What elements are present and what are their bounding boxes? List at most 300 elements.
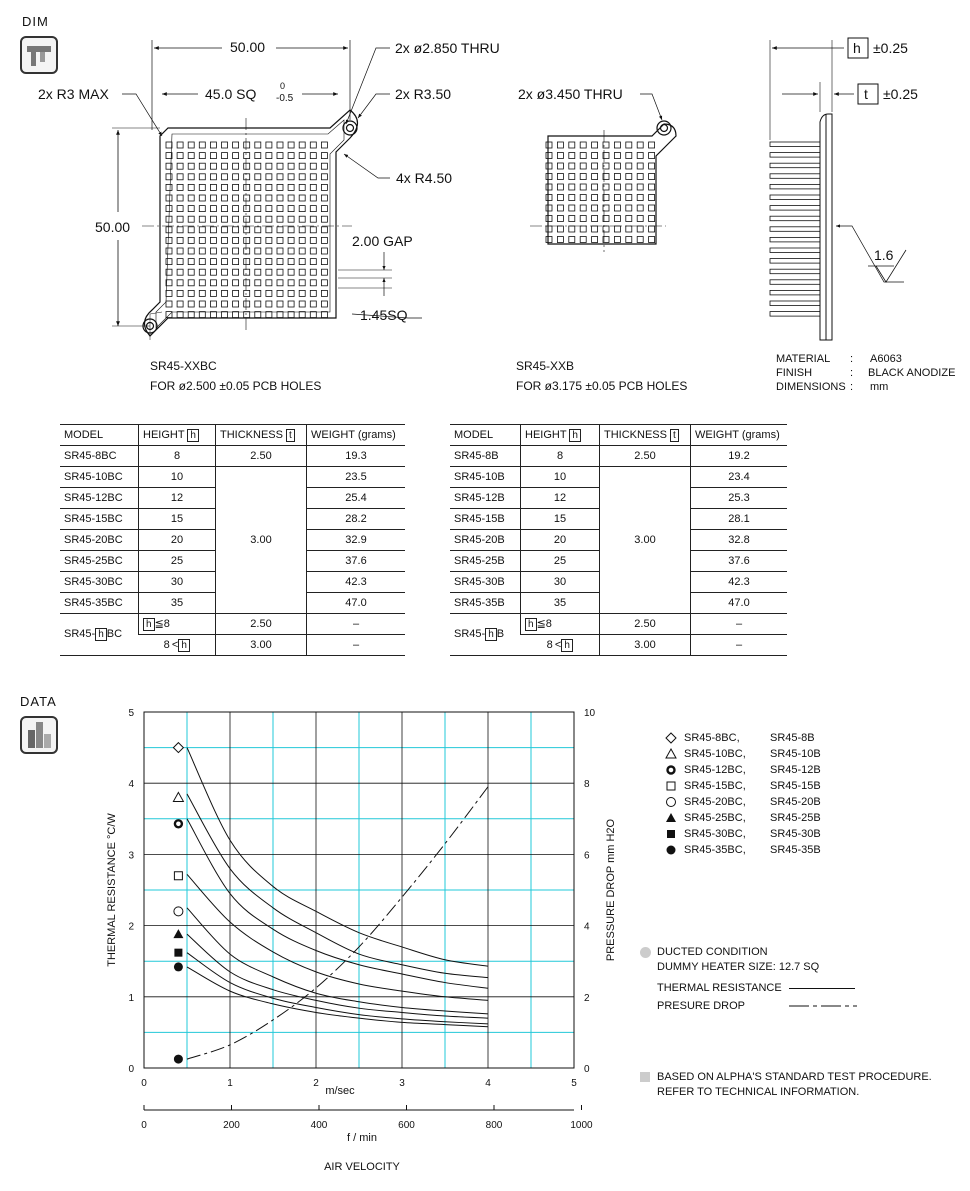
table-row: SR45-10B 10 3.00 23.4 xyxy=(450,467,787,488)
pin xyxy=(188,312,194,318)
dim-gap: 2.00 GAP xyxy=(352,233,413,249)
fin xyxy=(770,195,820,200)
table-row: SR45-12B 12 25.3 xyxy=(450,488,787,509)
y-right-tick-label: 10 xyxy=(584,708,596,719)
pin xyxy=(166,174,172,180)
bullet-circle-icon xyxy=(640,947,651,958)
pin xyxy=(277,259,283,265)
legend-label-bc: SR45-20BC, xyxy=(684,796,746,808)
pin xyxy=(255,280,261,286)
pin xyxy=(266,237,272,243)
pin xyxy=(255,259,261,265)
spec-table-b xyxy=(450,424,787,656)
legend-label-bc: SR45-25BC, xyxy=(684,812,746,824)
pin xyxy=(321,153,327,159)
side-view xyxy=(820,114,832,340)
pin xyxy=(592,205,598,211)
pin xyxy=(592,216,598,222)
pin xyxy=(546,184,552,190)
legend-label-b: SR45-25B xyxy=(770,812,821,824)
pin xyxy=(310,259,316,265)
pin xyxy=(166,248,172,254)
table-row: SR45-20BC 20 32.9 xyxy=(60,530,405,551)
pin xyxy=(321,280,327,286)
dim-base-45: 45.0 SQ xyxy=(205,86,257,102)
pin xyxy=(199,216,205,222)
pin xyxy=(569,195,575,201)
pin xyxy=(580,205,586,211)
pin xyxy=(210,290,216,296)
pin xyxy=(299,142,305,148)
legend-symbol xyxy=(666,813,676,822)
t-tolerance: ±0.25 xyxy=(883,86,918,102)
pin xyxy=(244,312,250,318)
pin xyxy=(321,312,327,318)
pin xyxy=(188,301,194,307)
pin xyxy=(233,216,239,222)
pin xyxy=(255,237,261,243)
y-left-tick-label: 3 xyxy=(128,850,134,862)
pin xyxy=(321,290,327,296)
table-row: SR45-25BC 25 37.6 xyxy=(60,551,405,572)
pin xyxy=(580,163,586,169)
pin xyxy=(210,174,216,180)
table-row-custom: SR45- h BC h ≦8 2.50 – xyxy=(60,614,405,635)
pin xyxy=(626,142,632,148)
pin xyxy=(266,290,272,296)
pin xyxy=(177,237,183,243)
pin xyxy=(244,216,250,222)
pressure-legend-label: PRESURE DROP xyxy=(657,1000,746,1012)
pin xyxy=(288,269,294,275)
pin xyxy=(177,142,183,148)
legend-label-b: SR45-10B xyxy=(770,748,821,760)
pin xyxy=(299,301,305,307)
pin xyxy=(244,269,250,275)
pin xyxy=(244,153,250,159)
y-left-axis-label: THERMAL RESISTANCE °C/W xyxy=(106,813,118,967)
pin xyxy=(177,206,183,212)
pin xyxy=(321,269,327,275)
pin xyxy=(569,163,575,169)
legend-label-b: SR45-35B xyxy=(770,844,821,856)
pin xyxy=(299,290,305,296)
dimensions-sep: : xyxy=(850,381,854,393)
heater-size: DUMMY HEATER SIZE: 12.7 SQ xyxy=(657,961,820,973)
pin xyxy=(580,142,586,148)
material-sep: : xyxy=(850,353,854,365)
material-label: MATERIAL xyxy=(776,353,831,365)
pin xyxy=(188,206,194,212)
pin xyxy=(277,174,283,180)
pin xyxy=(614,226,620,232)
finish-value: BLACK ANODIZE xyxy=(868,367,956,379)
pin xyxy=(649,142,655,148)
triangle-filled-icon xyxy=(664,811,680,825)
pin xyxy=(255,227,261,233)
x-tick-label: 0 xyxy=(141,1078,147,1089)
pin xyxy=(166,184,172,190)
pin xyxy=(210,216,216,222)
x2-tick-label: 200 xyxy=(223,1120,240,1131)
pin xyxy=(288,195,294,201)
pin xyxy=(546,237,552,243)
pin xyxy=(637,226,643,232)
solid-line-sample xyxy=(789,988,855,989)
pin xyxy=(592,184,598,190)
pin xyxy=(580,226,586,232)
pin xyxy=(637,163,643,169)
pin xyxy=(244,195,250,201)
pin xyxy=(266,301,272,307)
pin xyxy=(580,216,586,222)
pin xyxy=(546,205,552,211)
pin xyxy=(649,174,655,180)
legend-symbol xyxy=(666,733,676,743)
pin xyxy=(188,290,194,296)
series-marker-5 xyxy=(174,907,183,916)
pin xyxy=(233,301,239,307)
h-tolerance: ±0.25 xyxy=(873,40,908,56)
pin xyxy=(637,205,643,211)
caption-mid-holes: FOR ø3.175 ±0.05 PCB HOLES xyxy=(516,379,688,393)
pin xyxy=(321,195,327,201)
pin xyxy=(277,195,283,201)
pin xyxy=(626,205,632,211)
ducted-condition: DUCTED CONDITION xyxy=(657,946,768,958)
pin xyxy=(188,142,194,148)
pin xyxy=(210,301,216,307)
pin xyxy=(177,259,183,265)
pin xyxy=(288,280,294,286)
pin xyxy=(321,184,327,190)
pin xyxy=(210,142,216,148)
pin xyxy=(277,280,283,286)
y-left-tick-label: 4 xyxy=(128,779,134,791)
pin xyxy=(321,216,327,222)
series-marker-8 xyxy=(174,962,183,971)
pin xyxy=(255,269,261,275)
legend-label-bc: SR45-35BC, xyxy=(684,844,746,856)
pin xyxy=(592,174,598,180)
legend-symbol xyxy=(668,767,675,774)
table-row: SR45-35BC 35 47.0 xyxy=(60,593,405,614)
pin xyxy=(288,312,294,318)
pin xyxy=(255,142,261,148)
pin xyxy=(592,163,598,169)
pin xyxy=(580,184,586,190)
pin xyxy=(288,184,294,190)
pin xyxy=(299,174,305,180)
pin xyxy=(177,290,183,296)
pin xyxy=(277,312,283,318)
pin xyxy=(199,259,205,265)
pin xyxy=(188,248,194,254)
thermal-curve-7 xyxy=(187,953,488,1024)
table-row: SR45-20B 20 32.8 xyxy=(450,530,787,551)
pin xyxy=(299,153,305,159)
legend-item xyxy=(664,794,821,810)
fin xyxy=(770,153,820,158)
pin xyxy=(569,237,575,243)
pin xyxy=(546,163,552,169)
pin xyxy=(210,259,216,265)
side-fins xyxy=(770,142,820,316)
pin xyxy=(199,227,205,233)
pin xyxy=(614,205,620,211)
pin xyxy=(210,163,216,169)
pin xyxy=(222,163,228,169)
pin xyxy=(569,184,575,190)
pin xyxy=(321,163,327,169)
pin xyxy=(222,237,228,243)
dimensions-value: mm xyxy=(870,381,889,393)
pin xyxy=(299,195,305,201)
pin xyxy=(188,216,194,222)
pin xyxy=(266,227,272,233)
pin xyxy=(557,153,563,159)
pin xyxy=(299,163,305,169)
pin xyxy=(244,301,250,307)
pin xyxy=(626,174,632,180)
dashed-line-sample xyxy=(789,1004,857,1008)
thermal-curves xyxy=(187,748,488,1060)
finish-label: FINISH xyxy=(776,367,813,379)
fin xyxy=(770,312,820,317)
pin xyxy=(310,206,316,212)
pin xyxy=(222,248,228,254)
caption-left-holes: FOR ø2.500 ±0.05 PCB HOLES xyxy=(150,379,322,393)
pin xyxy=(614,153,620,159)
pin xyxy=(266,174,272,180)
pin xyxy=(626,184,632,190)
pin xyxy=(310,269,316,275)
pin xyxy=(244,280,250,286)
pin xyxy=(166,259,172,265)
pin xyxy=(277,301,283,307)
pin xyxy=(557,216,563,222)
pin xyxy=(266,163,272,169)
dim-height-50: 50.00 xyxy=(95,219,131,235)
pin xyxy=(244,290,250,296)
pin xyxy=(321,248,327,254)
pin xyxy=(233,163,239,169)
pin xyxy=(210,184,216,190)
pin xyxy=(255,184,261,190)
pin xyxy=(592,226,598,232)
dim-section-title: DIM xyxy=(22,14,49,29)
pin xyxy=(321,227,327,233)
top-view-bc xyxy=(143,110,358,336)
pin xyxy=(637,237,643,243)
thermal-curve-6 xyxy=(187,934,488,1018)
pin xyxy=(310,227,316,233)
pin xyxy=(210,195,216,201)
legend-symbol xyxy=(667,798,676,807)
fin xyxy=(770,269,820,274)
pressure-marker xyxy=(174,1055,183,1064)
x2-tick-label: 600 xyxy=(398,1120,415,1131)
pin xyxy=(177,153,183,159)
pin xyxy=(222,259,228,265)
pin xyxy=(310,174,316,180)
pin xyxy=(557,184,563,190)
pin xyxy=(199,312,205,318)
thermal-curve-1 xyxy=(187,748,488,967)
pin xyxy=(277,142,283,148)
pin xyxy=(288,301,294,307)
pin xyxy=(310,195,316,201)
pin xyxy=(166,290,172,296)
pin xyxy=(321,237,327,243)
pin xyxy=(199,142,205,148)
pin xyxy=(188,153,194,159)
pin xyxy=(199,184,205,190)
legend-item xyxy=(664,826,821,842)
thermal-curve-2 xyxy=(187,794,488,978)
note-standard-procedure: BASED ON ALPHA'S STANDARD TEST PROCEDURE. xyxy=(657,1071,932,1083)
pin xyxy=(222,142,228,148)
dim-r3max: 2x R3 MAX xyxy=(38,86,109,102)
pin xyxy=(199,280,205,286)
fin xyxy=(770,259,820,264)
fin xyxy=(770,206,820,211)
pin xyxy=(649,153,655,159)
pin xyxy=(210,280,216,286)
pin xyxy=(166,301,172,307)
pin xyxy=(233,227,239,233)
pin xyxy=(244,227,250,233)
pin xyxy=(188,227,194,233)
finish-sep: : xyxy=(850,367,854,379)
pin xyxy=(614,195,620,201)
legend-symbol xyxy=(667,782,675,790)
series-marker-2 xyxy=(173,792,183,801)
pin xyxy=(288,248,294,254)
pin xyxy=(310,163,316,169)
pin xyxy=(546,216,552,222)
pin xyxy=(177,301,183,307)
fin xyxy=(770,290,820,295)
performance-chart xyxy=(0,690,640,1190)
table-header-row: MODEL HEIGHT h THICKNESS t WEIGHT (grams) xyxy=(450,425,787,446)
fin xyxy=(770,280,820,285)
pin xyxy=(177,184,183,190)
y-right-tick-label: 6 xyxy=(584,850,590,862)
pin xyxy=(266,195,272,201)
legend-item xyxy=(664,810,821,826)
pin xyxy=(233,206,239,212)
pin xyxy=(166,227,172,233)
legend-label-bc: SR45-12BC, xyxy=(684,764,746,776)
pin xyxy=(299,184,305,190)
pin xyxy=(310,216,316,222)
dim-r450: 4x R4.50 xyxy=(396,170,453,186)
pin xyxy=(177,163,183,169)
pin xyxy=(199,195,205,201)
pin xyxy=(255,312,261,318)
pin xyxy=(244,259,250,265)
pin xyxy=(637,216,643,222)
test-notes xyxy=(640,1068,960,1104)
pin xyxy=(222,184,228,190)
pin xyxy=(614,174,620,180)
pin xyxy=(649,195,655,201)
pin xyxy=(188,259,194,265)
pin xyxy=(188,280,194,286)
pin xyxy=(546,153,552,159)
pin xyxy=(199,174,205,180)
t-symbol: t xyxy=(864,86,868,102)
bullet-square-icon xyxy=(640,1072,650,1082)
pin xyxy=(199,237,205,243)
pin xyxy=(288,227,294,233)
pin xyxy=(649,184,655,190)
pin xyxy=(233,280,239,286)
h-symbol: h xyxy=(853,40,861,56)
pin xyxy=(649,163,655,169)
series-marker-1 xyxy=(173,743,183,753)
pin xyxy=(546,174,552,180)
fin xyxy=(770,174,820,179)
dim-tol-upper: 0 xyxy=(280,81,286,91)
pin xyxy=(321,142,327,148)
table-row-custom: 8 < h 3.00 – xyxy=(450,635,787,656)
pin xyxy=(310,142,316,148)
table-row-custom: SR45- h B h ≦8 2.50 – xyxy=(450,614,787,635)
pin xyxy=(569,142,575,148)
pin xyxy=(557,237,563,243)
pin xyxy=(166,195,172,201)
pin xyxy=(649,205,655,211)
pin xyxy=(222,206,228,212)
x2-tick-label: 800 xyxy=(485,1120,503,1131)
pin xyxy=(233,312,239,318)
pin xyxy=(288,153,294,159)
pin xyxy=(244,174,250,180)
pin xyxy=(580,174,586,180)
pin xyxy=(233,248,239,254)
pin xyxy=(310,280,316,286)
legend-symbol xyxy=(667,830,675,838)
pin xyxy=(188,195,194,201)
pin xyxy=(569,153,575,159)
pin xyxy=(299,206,305,212)
x-tick-label: 4 xyxy=(485,1078,491,1089)
pin xyxy=(557,205,563,211)
thermal-legend-label: THERMAL RESISTANCE xyxy=(657,982,782,994)
pin xyxy=(310,248,316,254)
pin xyxy=(210,248,216,254)
pin xyxy=(222,153,228,159)
pin xyxy=(592,153,598,159)
fin xyxy=(770,237,820,242)
pin xyxy=(310,237,316,243)
circle-thick-icon xyxy=(664,763,680,777)
pin xyxy=(637,195,643,201)
pin xyxy=(277,248,283,254)
pin xyxy=(166,142,172,148)
pin xyxy=(626,216,632,222)
legend-item xyxy=(664,746,821,762)
dim-thru-2850: 2x ø2.850 THRU xyxy=(395,40,500,56)
pin xyxy=(177,227,183,233)
pin xyxy=(569,216,575,222)
pin-grid-bc xyxy=(166,142,327,318)
pin xyxy=(177,312,183,318)
top-view-b xyxy=(548,121,676,244)
pin xyxy=(569,226,575,232)
